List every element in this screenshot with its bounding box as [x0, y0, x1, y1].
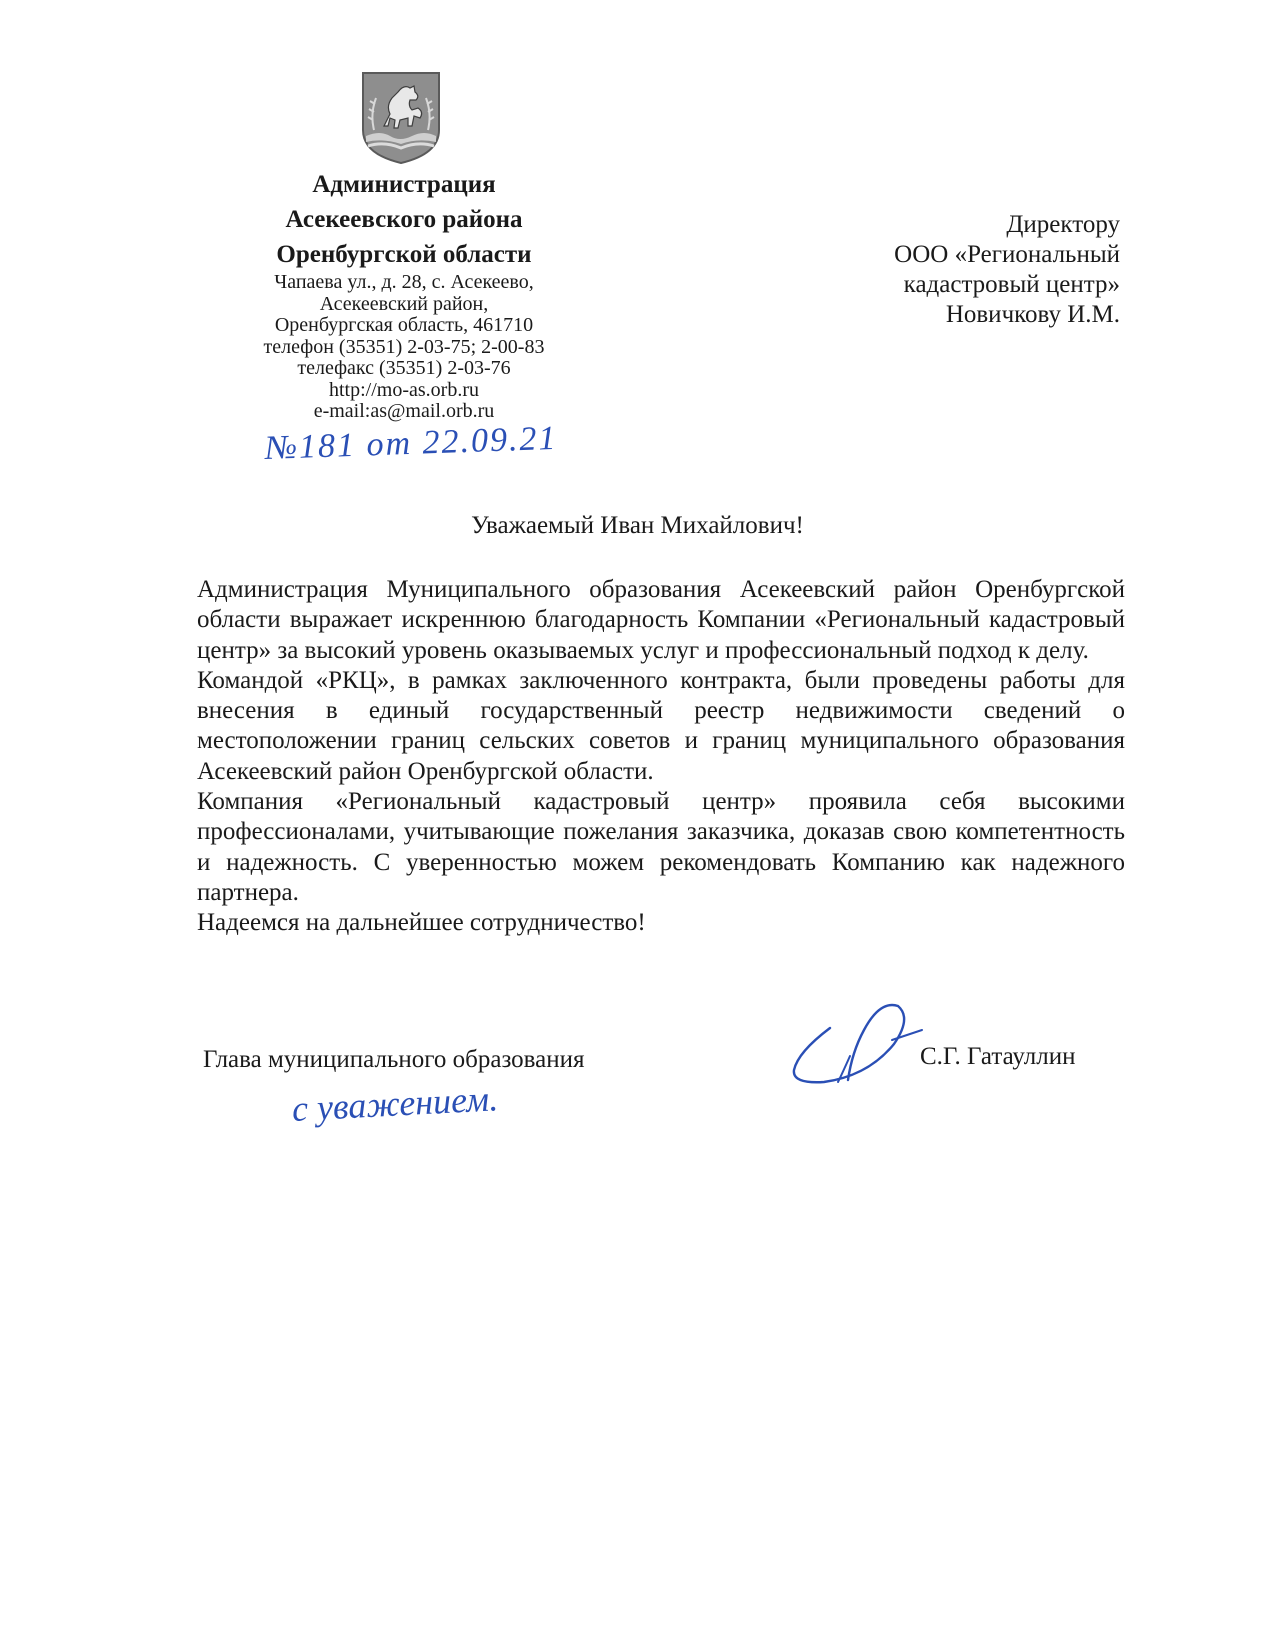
signer-name: С.Г. Гатауллин: [920, 1043, 1076, 1070]
salutation: Уважаемый Иван Михайлович!: [471, 512, 804, 539]
address-line: Асекеевский район,: [319, 292, 489, 315]
body-paragraph: Компания «Региональный кадастровый центр» проявила себя высокими профессионалами, учитывающие пожелания заказчика, доказав свою компетентность и надежность. С уверенностью можем рекомендовать Компанию как надежного партнера.: [197, 788, 1125, 906]
website-line: http://mo-as.orb.ru: [329, 378, 479, 401]
body-paragraph: Командой «РКЦ», в рамках заключенного контракта, были проведены работы для внесения в единый государственный реестр недвижимости сведений о местоположении границ сельских советов и границ муниципального образования Асекеевский район Оренбургской области.: [197, 666, 1125, 785]
coat-of-arms-icon: [360, 70, 442, 166]
signatory-title: Глава муниципального образования: [203, 1046, 585, 1073]
addressee-line: Директору: [1006, 211, 1120, 238]
org-name-line: Оренбургской области: [276, 241, 532, 268]
letter-body: [197, 575, 1125, 939]
letterhead: [225, 167, 583, 423]
handwritten-closing: с уважением.: [290, 1078, 500, 1129]
addressee-block: [760, 210, 1120, 330]
address-line: Чапаева ул., д. 28, с. Асекеево,: [274, 271, 534, 293]
body-paragraph: Надеемся на дальнейшее сотрудничество!: [197, 909, 646, 937]
addressee-line: ООО «Региональный: [894, 241, 1120, 268]
org-name-line: Администрация: [312, 171, 496, 198]
email-line: e-mail:as@mail.orb.ru: [313, 400, 495, 422]
address-line: Оренбургская область, 461710: [274, 314, 534, 336]
org-name-line: Асекеевского района: [285, 206, 523, 233]
addressee-line: кадастровый центр»: [903, 271, 1120, 298]
handwritten-registration-number: №181 от 22.09.21: [264, 419, 559, 467]
fax-line: телефакс (35351) 2-03-76: [297, 357, 511, 379]
body-paragraph: Администрация Муниципального образования Асекеевский район Оренбургской области выражает искреннюю благодарность Компании «Региональный кадастровый центр» за высокий уровень оказываемых услуг и профессиональный подход к делу.: [197, 576, 1125, 664]
phone-line: телефон (35351) 2-03-75; 2-00-83: [263, 335, 545, 358]
addressee-line: Новичкову И.М.: [945, 301, 1120, 328]
handwritten-signature-icon: [790, 1000, 930, 1096]
